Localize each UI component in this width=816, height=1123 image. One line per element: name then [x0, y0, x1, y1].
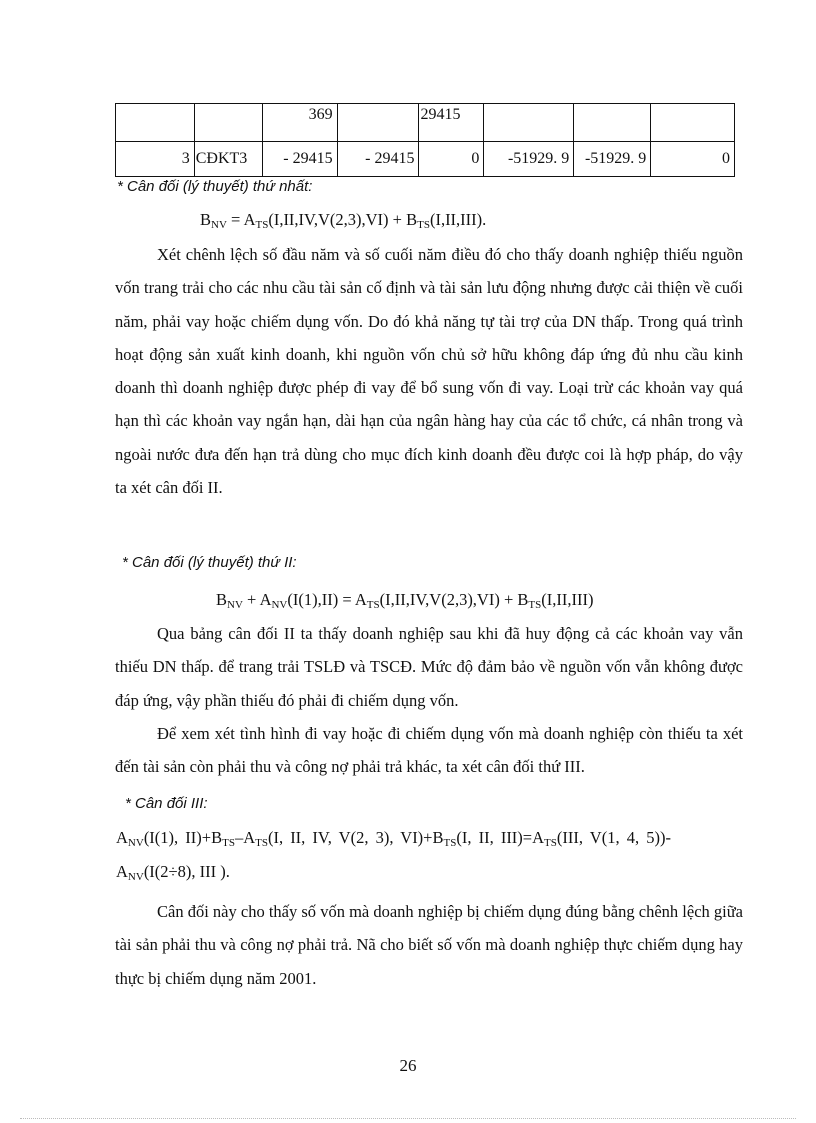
- table-cell: CĐKT3: [194, 142, 262, 177]
- table-cell: [484, 104, 574, 142]
- paragraph: Cân đối này cho thấy số vốn mà doanh nghiệp bị chiếm dụng đúng bằng chênh lệch giữa tài sản phải thu và công nợ phải trả. Nã cho biết số vốn mà doanh nghiệp thực chiếm dụng hay thực bị chiếm dụng năm 2001.: [115, 902, 743, 988]
- paragraph: Để xem xét tình hình đi vay hoặc đi chiếm dụng vốn mà doanh nghiệp còn thiếu ta xét đến tài sản còn phải thu và công nợ phải trả khác, ta xét cân đối thứ III.: [115, 724, 743, 777]
- table-row: [116, 142, 735, 177]
- table-cell: - 29415: [262, 142, 337, 177]
- page-number: 26: [399, 1056, 417, 1075]
- table-cell: [194, 104, 262, 142]
- table-cell: [116, 104, 195, 142]
- formula-balance-3-line1: $A_{NV}(I(1)$, $II)+B_{TS}-A_{TS}(I$, II, IV, V(2, 3), $VI)+B_{TS}(I$, II, $III)=A_{TS}(III$, V(1, 4, 5))-: [116, 828, 671, 849]
- table-cell: 0: [651, 142, 735, 177]
- heading-balance-2: * Cân đối (lý thuyết) thứ II:: [122, 554, 297, 571]
- table-cell: 3: [116, 142, 195, 177]
- formula-balance-1: $B_{NV} = A_{TS}(I,II,IV,V(2,3),VI) + B_{TS}(I,II,III)$.: [200, 210, 487, 231]
- table-cell: 0: [419, 142, 484, 177]
- table-cell: [574, 104, 651, 142]
- formula-balance-2: $B_{NV} + A_{NV}(I(1),II) = A_{TS}(I,II,IV,V(2,3),VI) + B_{TS}(I,II,III)$: [216, 590, 594, 611]
- table-cell: 369: [262, 104, 337, 142]
- paragraph: Qua bảng cân đối II ta thấy doanh nghiệp sau khi đã huy động cả các khoản vay vẫn thiếu DN thấp. để trang trải TSLĐ và TSCĐ. Mức độ đảm bảo về nguồn vốn vẫn không được đáp ứng, vậy phần thiếu đó phải đi chiếm dụng vốn.: [115, 624, 743, 710]
- table-cell: -51929. 9: [574, 142, 651, 177]
- formula-balance-3-line2: $A_{NV}(I(2\div 8)$, III ).: [116, 862, 230, 883]
- table-cell: [651, 104, 735, 142]
- paragraph: Xét chênh lệch số đầu năm và số cuối năm điều đó cho thấy doanh nghiệp thiếu nguồn vốn trang trải cho các nhu cầu tài sản cố định và tài sản lưu động nhưng được cải thiện về cuối năm, phải vay hoặc chiếm dụng vốn. Do đó khả năng tự tài trợ của DN thấp. Trong quá trình hoạt động sản xuất kinh doanh, khi nguồn vốn chủ sở hữu không đáp ứng đủ nhu cầu kinh doanh thì doanh nghiệp được phép đi vay để bổ sung vốn đi vay. Loại trừ các khoản vay quá hạn thì các khoản vay ngắn hạn, dài hạn của ngân hàng hay của các tổ chức, cá nhân trong và ngoài nước đưa đến hạn trả dùng cho mục đích kinh doanh đều được coi là hợp pháp, do vậy ta xét cân đối II.: [115, 245, 743, 498]
- table-cell: 29415: [419, 104, 484, 142]
- table-cell: - 29415: [337, 142, 419, 177]
- table-cell: [337, 104, 419, 142]
- table-cell: -51929. 9: [484, 142, 574, 177]
- heading-balance-1: * Cân đối (lý thuyết) thứ nhất:: [117, 178, 313, 195]
- heading-balance-3: * Cân đối III:: [125, 795, 208, 812]
- balance-table: [115, 103, 735, 177]
- page-bottom-divider: [20, 1118, 796, 1119]
- table-row: [116, 104, 735, 142]
